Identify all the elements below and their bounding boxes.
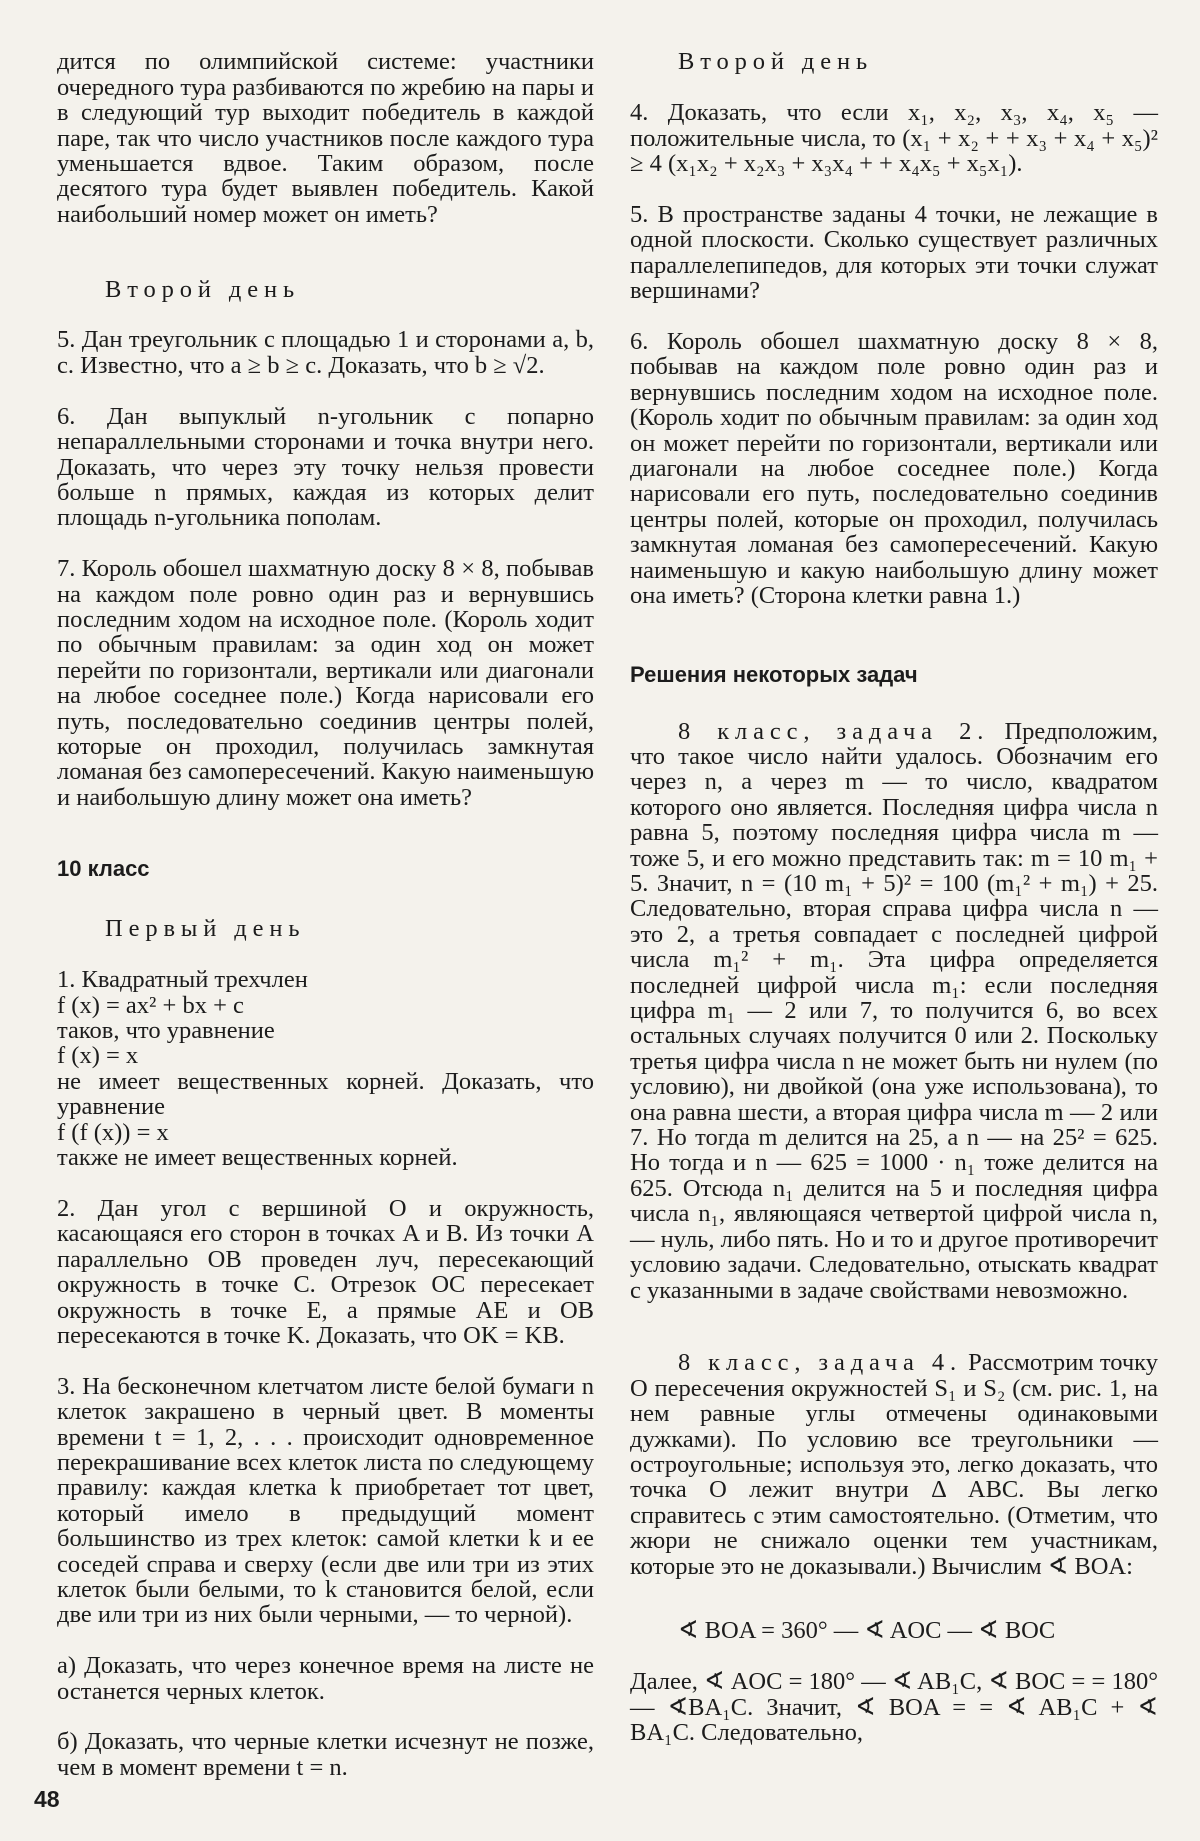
problem-1-grade10: 1. Квадратный трехчлен f (x) = ax² + bx + c таков, что уравнение f (x) = x не имеет вещественных корней. Доказать, что уравнение f (f (x)) = x также не имеет вещественных корней. [57, 966, 594, 1172]
solutions-heading: Решения некоторых задач [630, 661, 918, 687]
problem-3-grade10: 3. На бесконечном клетчатом листе белой бумаги n клеток закрашено в черный цвет. В моменты времени t = 1, 2, . . . происходит одновременное перекрашивание всех клеток листа по следующему правилу: каждая клетка k приобретает тот цвет, который имело в предыдущий момент большинство из трех клеток: самой клетки k и ее соседей справа и сверху (если две или три из этих клеток были белыми, то k становится белой, если две или три из них были черными, — то черной). [57, 1372, 594, 1629]
solution-2-text: Рассмотрим точку O пересечения окружностей S₁ и S₂ (см. рис. 1, на нем равные углы отмечены одинаковыми дужками). По условию все треугольники — остроугольные; используя это, легко доказать, что точка O лежит внутри Δ ABC. Вы легко справитесь с этим самостоятельно. (Отметим, что жюри не снижало оценки тем участникам, которые это не доказывали.) Вычислим ∢ BOA: [630, 1349, 1158, 1580]
left-intro-paragraph: дится по олимпийской системе: участники очередного тура разбиваются по жребию на пары и в следующий тур выходит победитель в каждой паре, так что число участников после каждого тура уменьшается вдвое. Таким образом, после десятого тура будет выявлен победитель. Какой наибольший номер может он иметь? [57, 48, 594, 228]
solution-2-continuation: Далее, ∢ AOC = 180° — ∢ AB₁C, ∢ BOC = = 180° — ∢BA₁C. Значит, ∢ BOA = = ∢ AB₁C + ∢ BA₁C. Следовательно, [630, 1668, 1158, 1746]
problem-4: 4. Доказать, что если x₁, x₂, x₃, x₄, x₅ — положительные числа, то (x₁ + x₂ + + x₃ + x₄ + x₅)² ≥ 4 (x₁x₂ + x₂x₃ + x₃x₄ + + x₄x₅ + x₅x₁). [630, 99, 1158, 178]
solution-grade8-problem2 [630, 719, 1158, 1303]
left-column [57, 24, 594, 1806]
problem-6: 6. Дан выпуклый n-угольник с попарно непараллельными сторонами и точка внутри него. Доказать, что через эту точку нельзя провести больше n прямых, каждая из которых делит площадь n-угольника пополам. [57, 402, 594, 532]
solution-1-text: Предположим, что такое число найти удалось. Обозначим его через n, а через m — то число, квадратом которого оно является. Последняя цифра числа n равна 5, поэтому последняя цифра числа m — тоже 5, и его можно представить так: m = 10 m₁ + 5. Значит, n = (10 m₁ + 5)² = 100 (m₁² + m₁) + 25. Следовательно, вторая справа цифра числа n — это 2, а третья совпадает с последней цифрой числа m₁² + m₁. Эта цифра определяется последней цифрой числа m₁: если последняя цифра m₁ — 2 или 7, то получится 6, во всех остальных случаях получится 0 или 2. Поскольку третья цифра числа n не может быть ни нулем (по условию), ни двойкой (она уже использована), то она равна шести, а вторая цифра числа m — 2 или 7. Но тогда m делится на 25, а n — на 25² = 625. Но тогда и n — 625 = 1000 · n₁ тоже делится на 625. Отсюда n₁ делится на 5 и последняя цифра числа n₁, являющаяся четвертой цифрой числа n, — нуль, либо пять. Но и то и другое противоречит условию задачи. Следовательно, отыскать квадрат с указанными в задаче свойствами невозможно. [630, 717, 1158, 1304]
solution-2-label: 8 класс, задача 4. [678, 1349, 962, 1377]
problem-2-grade10: 2. Дан угол с вершиной O и окружность, касающаяся его сторон в точках A и B. Из точки A параллельно OB проведен луч, пересекающий окружность в точке C. Отрезок OC пересекает окружность в точке E, а прямые AE и OB пересекаются в точке K. Доказать, что OK = KB. [57, 1194, 594, 1349]
problem-5: 5. Дан треугольник с площадью 1 и сторонами a, b, c. Известно, что a ≥ b ≥ c. Доказать, что b ≥ √2. [57, 326, 594, 379]
right-column [630, 24, 1158, 1771]
problem-3a: а) Доказать, что через конечное время на листе не останется черных клеток. [57, 1652, 594, 1705]
angle-formula: ∢ BOA = 360° — ∢ AOC — ∢ BOC [678, 1617, 1056, 1645]
left-day2-heading: Второй день [105, 275, 301, 303]
problem-7: 7. Король обошел шахматную доску 8 × 8, побывав на каждом поле ровно один раз и вернувшись последним ходом на исходное поле. (Король ходит по обычным правилам: за один ход он может перейти по горизонтали, вертикали или диагонали на любое соседнее поле.) Когда нарисовали его путь, последовательно соединив центры полей, которые он проходил, получилась замкнутая ломаная без самопересечений. Какую наименьшую и наибольшую длину может она иметь? [57, 555, 594, 811]
problem-3b: б) Доказать, что черные клетки исчезнут не позже, чем в момент времени t = n. [57, 1728, 594, 1781]
left-day1-heading: Первый день [105, 915, 306, 943]
problem-6-right: 6. Король обошел шахматную доску 8 × 8, побывав на каждом поле ровно один раз и вернувшись последним ходом на исходное поле. (Король ходит по обычным правилам: за один ход он может перейти по горизонтали, вертикали или диагонали на любое соседнее поле.) Когда нарисовали его путь, последовательно соединив центры полей, которые он проходил, получилась замкнутая ломаная без самопересечений. Какую наименьшую и какую наибольшую длину может она иметь? (Сторона клетки равна 1.) [630, 327, 1158, 609]
grade-10-heading: 10 класс [57, 855, 150, 881]
solution-grade8-problem4 [630, 1350, 1158, 1579]
right-day2-heading: Второй день [678, 48, 874, 76]
page-number: 48 [34, 1786, 60, 1812]
solution-1-label: 8 класс, задача 2. [678, 717, 990, 745]
problem-5-right: 5. В пространстве заданы 4 точки, не лежащие в одной плоскости. Сколько существует различных параллелепипедов, для которых эти точки служат вершинами? [630, 200, 1158, 305]
